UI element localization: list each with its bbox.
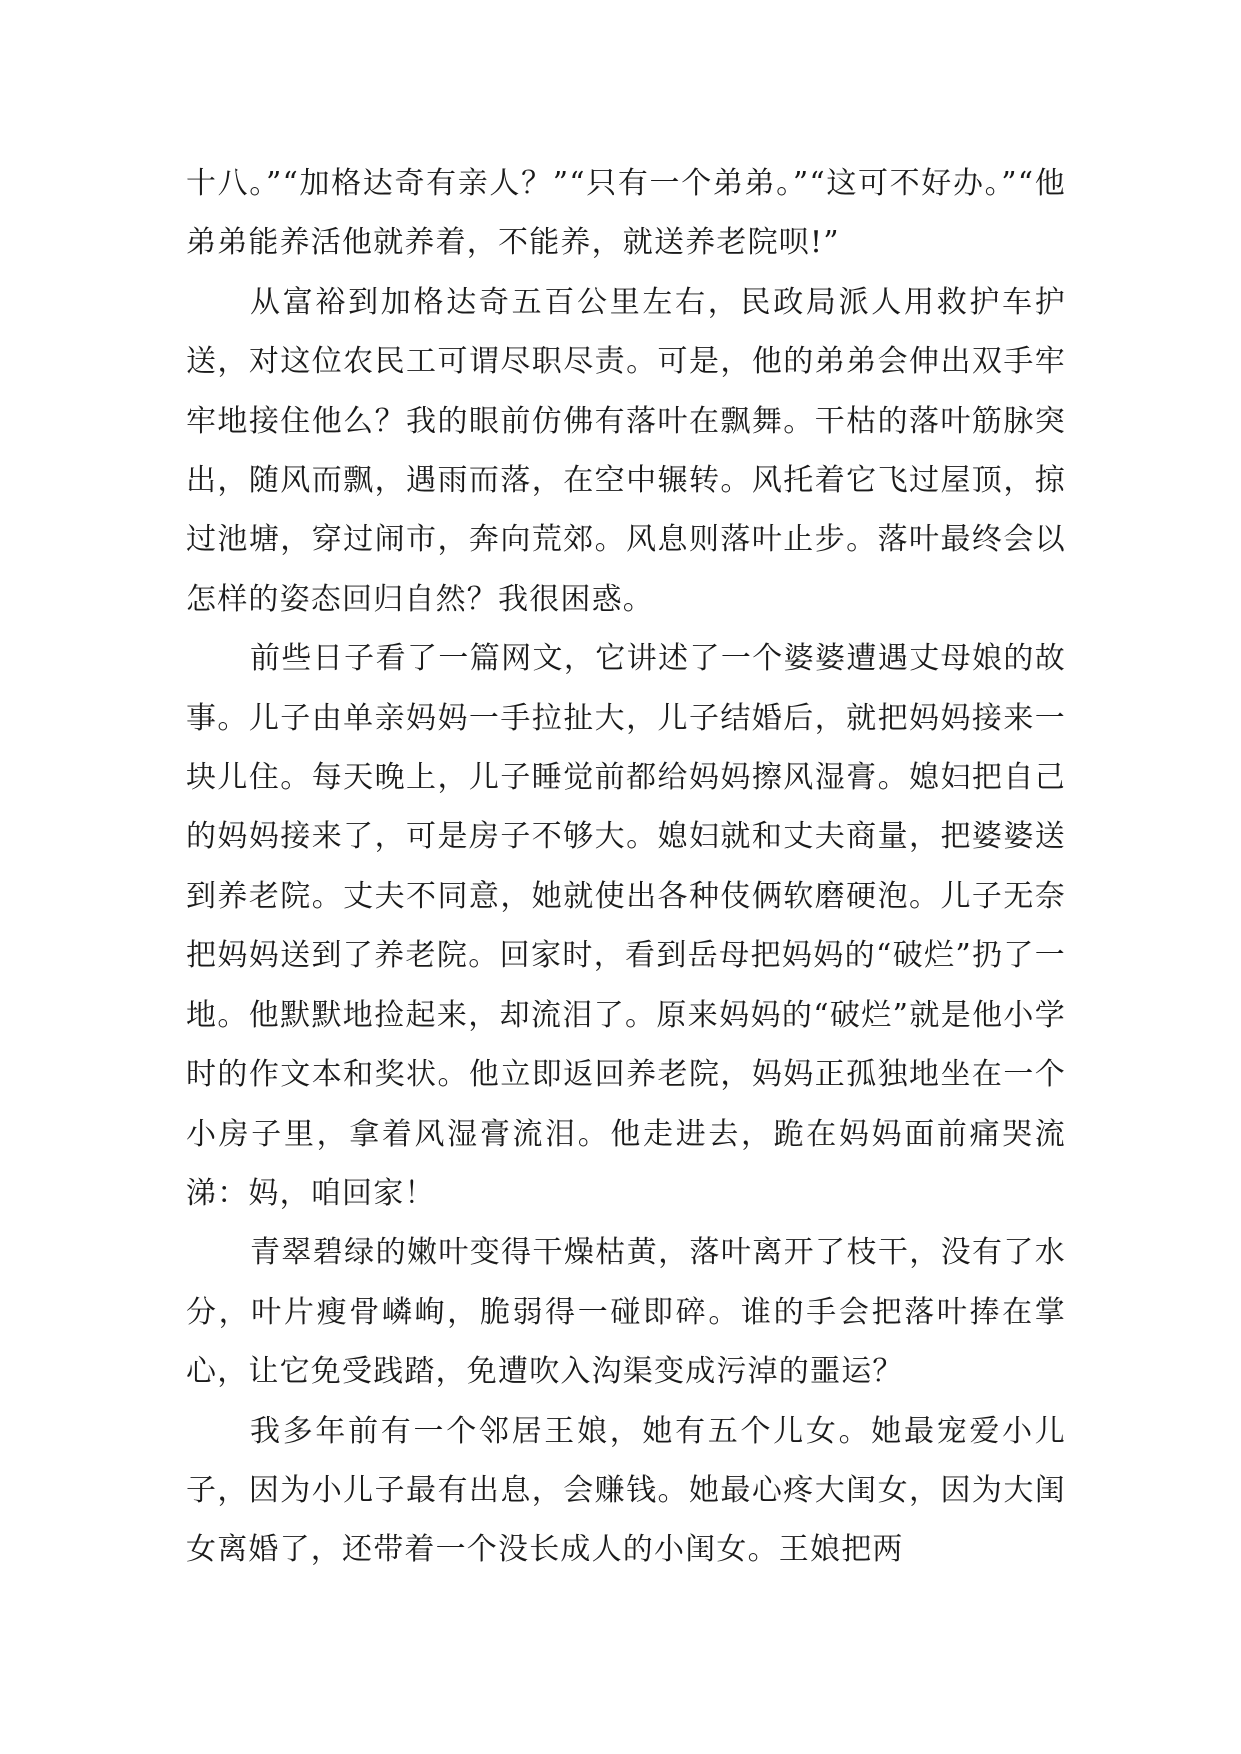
paragraph: 从富裕到加格达奇五百公里左右，民政局派人用救护车护送，对这位农民工可谓尽职尽责。可是，他的弟弟会伸出双手牢牢地接住他么？我的眼前仿佛有落叶在飘舞。干枯的落叶筋脉突出，随风而飘，遇雨而落，在空中辗转。风托着它飞过屋顶，掠过池塘，穿过闹市，奔向荒郊。风息则落叶止步。落叶最终会以怎样的姿态回归自然？我很困惑。 <box>186 284 1066 617</box>
paragraph: 青翠碧绿的嫩叶变得干燥枯黄，落叶离开了枝干，没有了水分，叶片瘦骨嶙峋，脆弱得一碰即碎。谁的手会把落叶捧在掌心，让它免受践踏，免遭吹入沟渠变成污淖的噩运？ <box>186 1235 1066 1390</box>
paragraph: 我多年前有一个邻居王娘，她有五个儿女。她最宠爱小儿子，因为小儿子最有出息，会赚钱。她最心疼大闺女，因为大闺女离婚了，还带着一个没长成人的小闺女。王娘把两 <box>186 1413 1066 1568</box>
paragraph: 前些日子看了一篇网文，它讲述了一个婆婆遭遇丈母娘的故事。儿子由单亲妈妈一手拉扯大，儿子结婚后，就把妈妈接来一块儿住。每天晚上，儿子睡觉前都给妈妈擦风湿膏。媳妇把自己的妈妈接来了，可是房子不够大。媳妇就和丈夫商量，把婆婆送到养老院。丈夫不同意，她就使出各种伎俩软磨硬泡。儿子无奈把妈妈送到了养老院。回家时，看到岳母把妈妈的“破烂”扔了一地。他默默地捡起来，却流泪了。原来妈妈的“破烂”就是他小学时的作文本和奖状。他立即返回养老院，妈妈正孤独地坐在一个小房子里，拿着风湿膏流泪。他走进去，跪在妈妈面前痛哭流涕：妈，咱回家！ <box>186 641 1066 1211</box>
paragraph: 十八。”“加格达奇有亲人？”“只有一个弟弟。”“这可不好办。”“他弟弟能养活他就养着，不能养，就送养老院呗!” <box>186 166 1066 261</box>
body-text <box>186 154 1066 1580</box>
